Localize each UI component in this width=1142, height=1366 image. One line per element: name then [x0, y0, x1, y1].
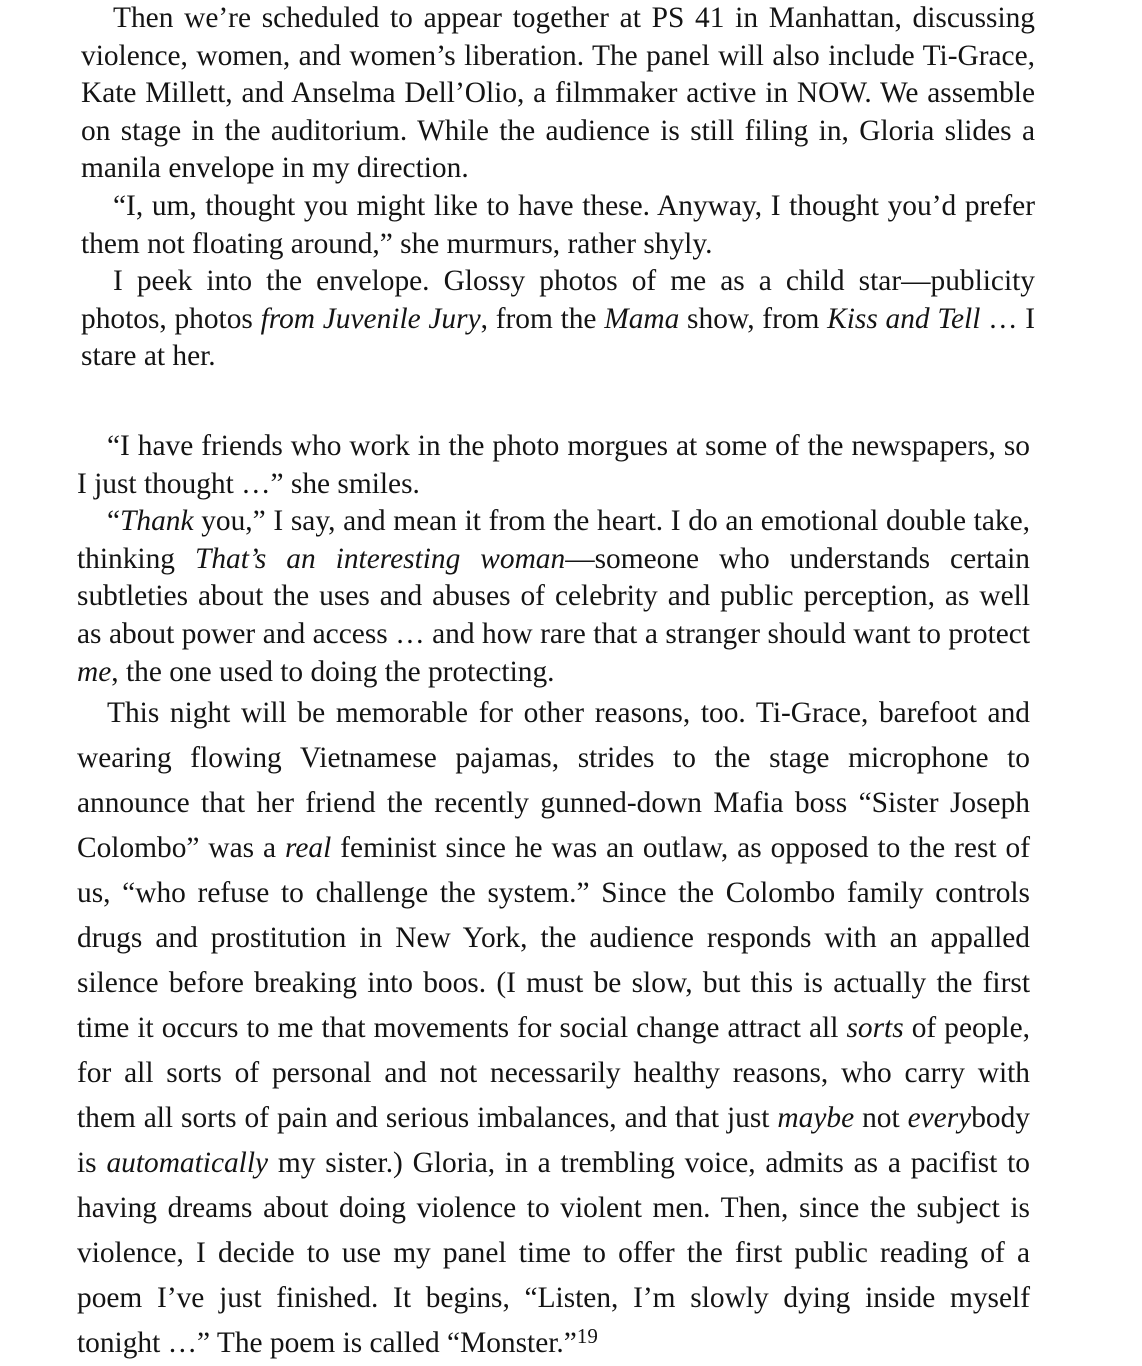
text-run: , from the — [480, 302, 605, 335]
text-run: , the one used to doing the protecting. — [111, 655, 555, 688]
text-run: feminist since he was an outlaw, as opposed to the rest of us, “who refuse to challenge the system.” Since the Colombo family controls drugs and prostitution in New York, the audience responds with an appalled silence before breaking into boos. (I must be slow, but this is actually the first time it occurs to me that movements for social change attract all — [77, 832, 1030, 1045]
italic-thank: Thank — [120, 505, 194, 538]
italic-automatically: automatically — [106, 1147, 269, 1180]
paragraph-photo-morgues: “I have friends who work in the photo morgues at some of the newspapers, so I just thought …” she smiles. — [77, 430, 1030, 500]
text-run: I peek into the envelope. Glossy photos of me as a child star—publicity photos, photos — [81, 265, 1035, 335]
italic-mama: Mama — [604, 302, 680, 335]
italic-kiss-and-tell: Kiss and Tell — [827, 302, 981, 335]
text-run: —someone who understands certain subtleties about the uses and abuses of celebrity and public perception, as well as about power and access … and how rare that a stranger should want to protect — [77, 542, 1030, 650]
italic-me: me — [77, 655, 112, 688]
paragraph-memorable-night — [77, 691, 1030, 1366]
text-run: show, from — [679, 302, 828, 335]
paragraph-envelope-photos — [81, 263, 1035, 376]
text-run: This night will be memorable for other reasons, too. Ti-Grace, barefoot and wearing flowing Vietnamese pajamas, strides to the stage microphone to announce that her friend the recently gunned-down Mafia boss “Sister Joseph Colombo” was a — [77, 697, 1030, 865]
paragraph-gloria-murmurs: “I, um, thought you might like to have these. Anyway, I thought you’d prefer them not floating around,” she murmurs, rather shyly. — [81, 189, 1035, 260]
text-block-top — [81, 0, 1035, 376]
italic-juvenile-jury: from Juvenile Jury — [260, 302, 481, 335]
paragraph-scheduled-panel: Then we’re scheduled to appear together at PS 41 in Manhattan, discussing violence, women, and women’s liberation. The panel will also include Ti-Grace, Kate Millett, and Anselma Dell’Olio, a filmmaker active in NOW. We assemble on stage in the auditorium. While the audience is still filing in, Gloria slides a manila envelope in my direction. — [81, 2, 1035, 185]
text-run: body is — [77, 1102, 1030, 1180]
text-run: not — [854, 1102, 908, 1135]
italic-real: real — [285, 832, 332, 865]
text-run: “ — [107, 505, 121, 538]
text-run: … I stare at her. — [81, 302, 1036, 373]
text-run: my sister.) Gloria, in a trembling voice, admits as a pacifist to having dreams about doing violence to violent men. Then, since the subject is violence, I decide to use my panel time to offer the first public reading of a poem I’ve just finished. It begins, “Listen, I’m slowly dying inside myself tonight …” The poem is called “Monster.” — [77, 1147, 1030, 1360]
italic-every: every — [907, 1102, 972, 1135]
italic-maybe: maybe — [777, 1102, 855, 1135]
text-block-bottom — [77, 428, 1030, 1366]
paragraph-thank-you — [77, 503, 1030, 691]
text-run: of people, for all sorts of personal and not necessarily healthy reasons, who carry with them all sorts of pain and serious imbalances, and that just — [77, 1012, 1030, 1135]
footnote-marker: 19 — [576, 1324, 598, 1349]
text-run: you,” I say, and mean it from the heart. I do an emotional double take, thinking — [77, 505, 1030, 575]
italic-sorts: sorts — [846, 1012, 904, 1045]
italic-interesting-woman: That’s an interesting woman — [194, 542, 566, 575]
